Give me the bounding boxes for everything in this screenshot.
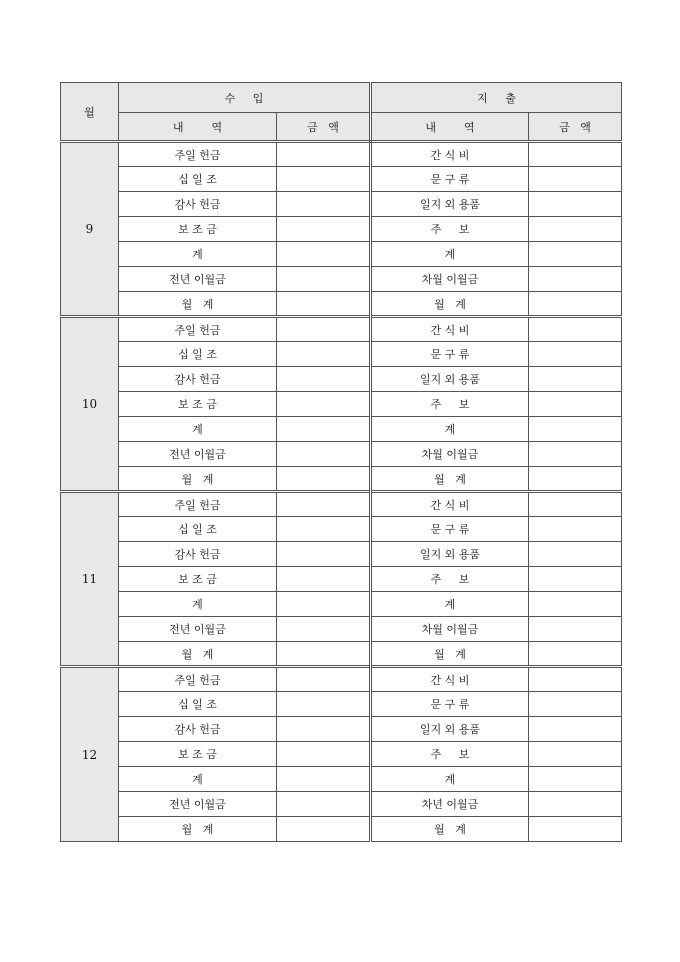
income-amount-cell[interactable]: [277, 717, 371, 742]
expense-amount-cell[interactable]: [529, 567, 622, 592]
expense-item-label: 일지 외 용품: [419, 723, 481, 736]
income-item: [119, 792, 277, 817]
table-row: [61, 242, 622, 267]
expense-item-label: 주 보: [430, 223, 470, 236]
header-row-sub: [61, 113, 622, 142]
table-row: [61, 217, 622, 242]
income-item-label: 계: [192, 423, 203, 436]
income-item: [119, 342, 277, 367]
income-amount-cell[interactable]: [277, 692, 371, 717]
header-row-top: [61, 83, 622, 113]
income-item: [119, 242, 277, 267]
expense-amount-cell[interactable]: [529, 167, 622, 192]
income-item-label: 보 조 금: [178, 398, 217, 411]
income-item-label: 주일 헌금: [174, 148, 221, 162]
expense-item: [371, 742, 529, 767]
expense-item-header: [371, 113, 529, 142]
expense-item: [371, 367, 529, 392]
expense-amount-cell[interactable]: [529, 667, 622, 692]
expense-item-label: 월 계: [434, 472, 466, 486]
expense-item: [371, 792, 529, 817]
income-item-label: 감사 헌금: [174, 723, 221, 736]
income-amount-cell[interactable]: [277, 767, 371, 792]
income-item-label: 월 계: [181, 823, 214, 836]
expense-item: [371, 442, 529, 467]
expense-item-label: 일지 외 용품: [419, 198, 481, 211]
income-item-label: 월 계: [181, 647, 214, 661]
income-amount-cell[interactable]: [277, 817, 371, 842]
table-row: [61, 492, 622, 517]
table-row: [61, 317, 622, 342]
expense-item: [371, 167, 529, 192]
income-item-label: 감사 헌금: [174, 373, 221, 386]
income-item-label: 월 계: [181, 472, 214, 486]
income-amount-cell[interactable]: [277, 317, 371, 342]
income-amount-cell[interactable]: [277, 417, 371, 442]
income-item-label: 십 일 조: [178, 173, 217, 186]
income-item: [119, 192, 277, 217]
expense-item-label: 간 식 비: [430, 323, 470, 337]
income-item: [119, 167, 277, 192]
expense-item-label: 계: [444, 248, 456, 261]
income-item-label: 주일 헌금: [174, 673, 221, 687]
expense-amount-cell[interactable]: [529, 242, 622, 267]
income-item-label: 전년 이월금: [169, 623, 226, 636]
table-row: [61, 592, 622, 617]
table-row: [61, 167, 622, 192]
month-block: [61, 317, 622, 492]
expense-item-label: 계: [444, 598, 456, 611]
table-row: [61, 267, 622, 292]
expense-item-label: 문 구 류: [430, 173, 470, 186]
month-header: 월: [61, 83, 119, 142]
expense-amount-header-label: 금 액: [559, 120, 591, 134]
income-item: [119, 817, 277, 842]
expense-item-label: 문 구 류: [430, 348, 470, 361]
income-amount-cell[interactable]: [277, 567, 371, 592]
expense-item: [371, 417, 529, 442]
month-block: [61, 667, 622, 842]
expense-item-label: 월 계: [434, 823, 466, 836]
income-item-label: 주일 헌금: [174, 498, 221, 512]
income-item-header: [119, 113, 277, 142]
income-item-label: 월 계: [181, 297, 214, 311]
expense-item-label: 계: [444, 773, 456, 786]
expense-item-label: 간 식 비: [430, 498, 470, 512]
expense-item-label: 차월 이월금: [421, 273, 479, 286]
expense-item: [371, 717, 529, 742]
expense-item: [371, 292, 529, 317]
income-amount-cell[interactable]: [277, 142, 371, 167]
income-item-label: 계: [192, 773, 203, 786]
expense-item-label: 일지 외 용품: [419, 373, 481, 386]
month-block: [61, 142, 622, 317]
expense-amount-cell[interactable]: [529, 467, 622, 492]
expense-item-label: 차월 이월금: [421, 623, 479, 636]
expense-item: [371, 492, 529, 517]
expense-item-label: 월 계: [434, 647, 466, 661]
income-item-label: 보 조 금: [178, 573, 217, 586]
expense-amount-cell[interactable]: [529, 642, 622, 667]
month-label: 10: [61, 317, 119, 492]
expense-amount-cell[interactable]: [529, 692, 622, 717]
expense-item: [371, 242, 529, 267]
table-row: [61, 542, 622, 567]
table-row: [61, 717, 622, 742]
income-amount-cell[interactable]: [277, 267, 371, 292]
expense-item-label: 간 식 비: [430, 673, 470, 687]
income-item-label: 보 조 금: [178, 748, 217, 761]
income-item: [119, 592, 277, 617]
expense-amount-cell[interactable]: [529, 492, 622, 517]
table-row: [61, 642, 622, 667]
income-item-label: 전년 이월금: [169, 798, 226, 811]
expense-item: [371, 617, 529, 642]
income-amount-header-label: 금 액: [307, 120, 339, 134]
expense-item: [371, 567, 529, 592]
income-item-label: 전년 이월금: [169, 448, 226, 461]
expense-amount-cell[interactable]: [529, 542, 622, 567]
table-row: [61, 467, 622, 492]
table-row: [61, 692, 622, 717]
income-item-label: 감사 헌금: [174, 548, 221, 561]
expense-item-label: 주 보: [430, 398, 470, 411]
expense-item-label: 주 보: [430, 573, 470, 586]
income-item: [119, 317, 277, 342]
income-amount-cell[interactable]: [277, 667, 371, 692]
expense-amount-cell[interactable]: [529, 342, 622, 367]
expense-item-label: 차월 이월금: [421, 448, 479, 461]
expense-item-label: 문 구 류: [430, 698, 470, 711]
income-item: [119, 667, 277, 692]
income-item: [119, 442, 277, 467]
income-amount-cell[interactable]: [277, 492, 371, 517]
expense-item: [371, 817, 529, 842]
income-amount-cell[interactable]: [277, 342, 371, 367]
expense-item-label: 계: [444, 423, 456, 436]
expense-item: [371, 342, 529, 367]
month-label: 12: [61, 667, 119, 842]
income-item-label: 십 일 조: [178, 523, 217, 536]
expense-item: [371, 667, 529, 692]
table-row: [61, 417, 622, 442]
income-amount-cell[interactable]: [277, 617, 371, 642]
income-item: [119, 142, 277, 167]
income-item: [119, 742, 277, 767]
table-row: [61, 342, 622, 367]
expense-amount-cell[interactable]: [529, 367, 622, 392]
income-item: [119, 467, 277, 492]
expense-item-label: 월 계: [434, 297, 466, 311]
expense-amount-cell[interactable]: [529, 592, 622, 617]
income-header-label: 수 입: [224, 91, 264, 105]
income-amount-cell[interactable]: [277, 467, 371, 492]
table-row: [61, 667, 622, 692]
income-item: [119, 217, 277, 242]
income-item: [119, 692, 277, 717]
income-item: [119, 567, 277, 592]
table-row: [61, 292, 622, 317]
income-item: [119, 267, 277, 292]
income-amount-cell[interactable]: [277, 542, 371, 567]
expense-item: [371, 142, 529, 167]
ledger-table: [60, 82, 622, 842]
income-amount-header: [277, 113, 371, 142]
income-item: [119, 417, 277, 442]
income-amount-cell[interactable]: [277, 742, 371, 767]
income-amount-cell[interactable]: [277, 167, 371, 192]
month-label: 9: [61, 142, 119, 317]
income-item: [119, 392, 277, 417]
income-item: [119, 517, 277, 542]
table-row: [61, 767, 622, 792]
income-item-label: 주일 헌금: [174, 323, 221, 337]
income-item: [119, 367, 277, 392]
income-amount-cell[interactable]: [277, 192, 371, 217]
expense-amount-cell[interactable]: [529, 442, 622, 467]
expense-item: [371, 642, 529, 667]
income-item: [119, 717, 277, 742]
expense-header: [371, 83, 622, 113]
income-item: [119, 617, 277, 642]
expense-item: [371, 192, 529, 217]
expense-amount-cell[interactable]: [529, 792, 622, 817]
income-amount-cell[interactable]: [277, 292, 371, 317]
income-item: [119, 767, 277, 792]
expense-amount-cell[interactable]: [529, 767, 622, 792]
expense-item-label: 주 보: [430, 748, 470, 761]
expense-amount-cell[interactable]: [529, 742, 622, 767]
expense-item: [371, 217, 529, 242]
expense-item: [371, 542, 529, 567]
income-amount-cell[interactable]: [277, 642, 371, 667]
income-item: [119, 642, 277, 667]
table-row: [61, 392, 622, 417]
expense-amount-cell[interactable]: [529, 417, 622, 442]
income-amount-cell[interactable]: [277, 442, 371, 467]
income-header: [119, 83, 371, 113]
income-item-label: 계: [192, 248, 203, 261]
expense-item: [371, 692, 529, 717]
income-item-label: 계: [192, 598, 203, 611]
expense-amount-header: [529, 113, 622, 142]
income-item: [119, 292, 277, 317]
income-amount-cell[interactable]: [277, 592, 371, 617]
table-row: [61, 617, 622, 642]
expense-amount-cell[interactable]: [529, 267, 622, 292]
expense-amount-cell[interactable]: [529, 617, 622, 642]
expense-item: [371, 517, 529, 542]
expense-amount-cell[interactable]: [529, 192, 622, 217]
table-row: [61, 742, 622, 767]
expense-item-label: 차년 이월금: [421, 798, 479, 811]
expense-amount-cell[interactable]: [529, 292, 622, 317]
income-item-header-label: 내 역: [172, 120, 223, 134]
income-amount-cell[interactable]: [277, 367, 371, 392]
table-row: [61, 367, 622, 392]
expense-item-label: 간 식 비: [430, 148, 470, 162]
income-item-label: 감사 헌금: [174, 198, 221, 211]
table-row: [61, 567, 622, 592]
income-amount-cell[interactable]: [277, 392, 371, 417]
expense-amount-cell[interactable]: [529, 317, 622, 342]
expense-amount-cell[interactable]: [529, 517, 622, 542]
expense-item: [371, 392, 529, 417]
expense-header-label: 지 출: [477, 91, 516, 105]
income-item-label: 보 조 금: [178, 223, 217, 236]
table-row: [61, 442, 622, 467]
table-row: [61, 192, 622, 217]
table-row: [61, 817, 622, 842]
income-item: [119, 492, 277, 517]
expense-amount-cell[interactable]: [529, 217, 622, 242]
income-amount-cell[interactable]: [277, 792, 371, 817]
expense-amount-cell[interactable]: [529, 717, 622, 742]
expense-item: [371, 767, 529, 792]
income-amount-cell[interactable]: [277, 217, 371, 242]
income-amount-cell[interactable]: [277, 242, 371, 267]
expense-item-label: 일지 외 용품: [419, 548, 481, 561]
month-block: [61, 492, 622, 667]
expense-item-label: 문 구 류: [430, 523, 470, 536]
table-row: [61, 792, 622, 817]
expense-amount-cell[interactable]: [529, 392, 622, 417]
income-item-label: 십 일 조: [178, 698, 217, 711]
income-item-label: 전년 이월금: [169, 273, 226, 286]
expense-item: [371, 592, 529, 617]
income-item: [119, 542, 277, 567]
income-item-label: 십 일 조: [178, 348, 217, 361]
expense-item: [371, 317, 529, 342]
expense-item: [371, 467, 529, 492]
table-row: [61, 517, 622, 542]
expense-item-header-label: 내 역: [425, 120, 475, 134]
income-amount-cell[interactable]: [277, 517, 371, 542]
table-row: [61, 142, 622, 167]
expense-item: [371, 267, 529, 292]
expense-amount-cell[interactable]: [529, 142, 622, 167]
month-label: 11: [61, 492, 119, 667]
expense-amount-cell[interactable]: [529, 817, 622, 842]
